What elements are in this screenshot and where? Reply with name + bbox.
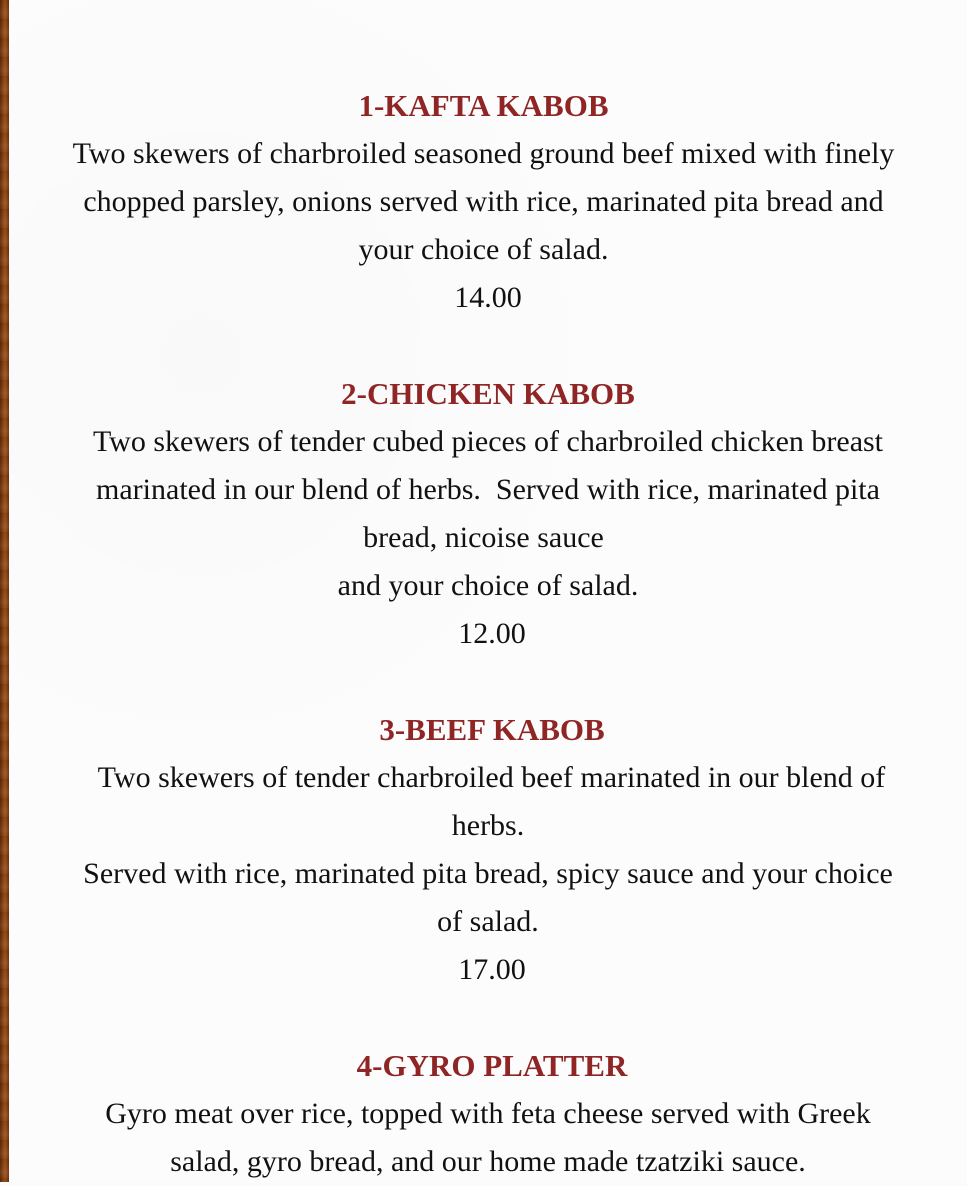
item-description-line: your choice of salad. — [358, 233, 609, 266]
item-description-line: marinated in our blend of herbs. Served with rice, marinated pita — [96, 473, 880, 506]
item-price: 17.00 — [458, 953, 526, 986]
item-description-line: Two skewers of charbroiled seasoned ground beef mixed with finely — [72, 137, 895, 170]
menu-page — [9, 0, 967, 1182]
menu-item-kafta-kabob — [9, 82, 967, 322]
item-title: 2-CHICKEN KABOB — [341, 376, 635, 411]
item-description-line: herbs. — [451, 809, 525, 842]
item-description-line: Two skewers of tender charbroiled beef marinated in our blend of — [90, 761, 886, 794]
item-price: 12.00 — [458, 617, 526, 650]
item-title: 1-KAFTA KABOB — [358, 88, 609, 123]
item-price: 14.00 — [454, 281, 522, 314]
item-description-line: Two skewers of tender cubed pieces of charbroiled chicken breast — [92, 425, 884, 458]
menu-item-gyro-platter — [9, 1042, 967, 1186]
item-description-line: bread, nicoise sauce — [363, 521, 604, 554]
menu-item-chicken-kabob — [9, 370, 967, 658]
item-title: 4-GYRO PLATTER — [356, 1048, 628, 1083]
item-description-line: salad, gyro bread, and our home made tzatziki sauce. — [170, 1145, 806, 1178]
item-description-line: Served with rice, marinated pita bread, spicy sauce and your choice — [83, 857, 893, 890]
item-title: 3-BEEF KABOB — [379, 712, 605, 747]
item-description-line: of salad. — [437, 905, 539, 938]
item-description-line: Gyro meat over rice, topped with feta cheese served with Greek — [105, 1097, 871, 1130]
item-description-line: and your choice of salad. — [337, 569, 639, 602]
menu-item-beef-kabob — [9, 706, 967, 994]
item-description-line: chopped parsley, onions served with rice, marinated pita bread and — [83, 185, 884, 218]
